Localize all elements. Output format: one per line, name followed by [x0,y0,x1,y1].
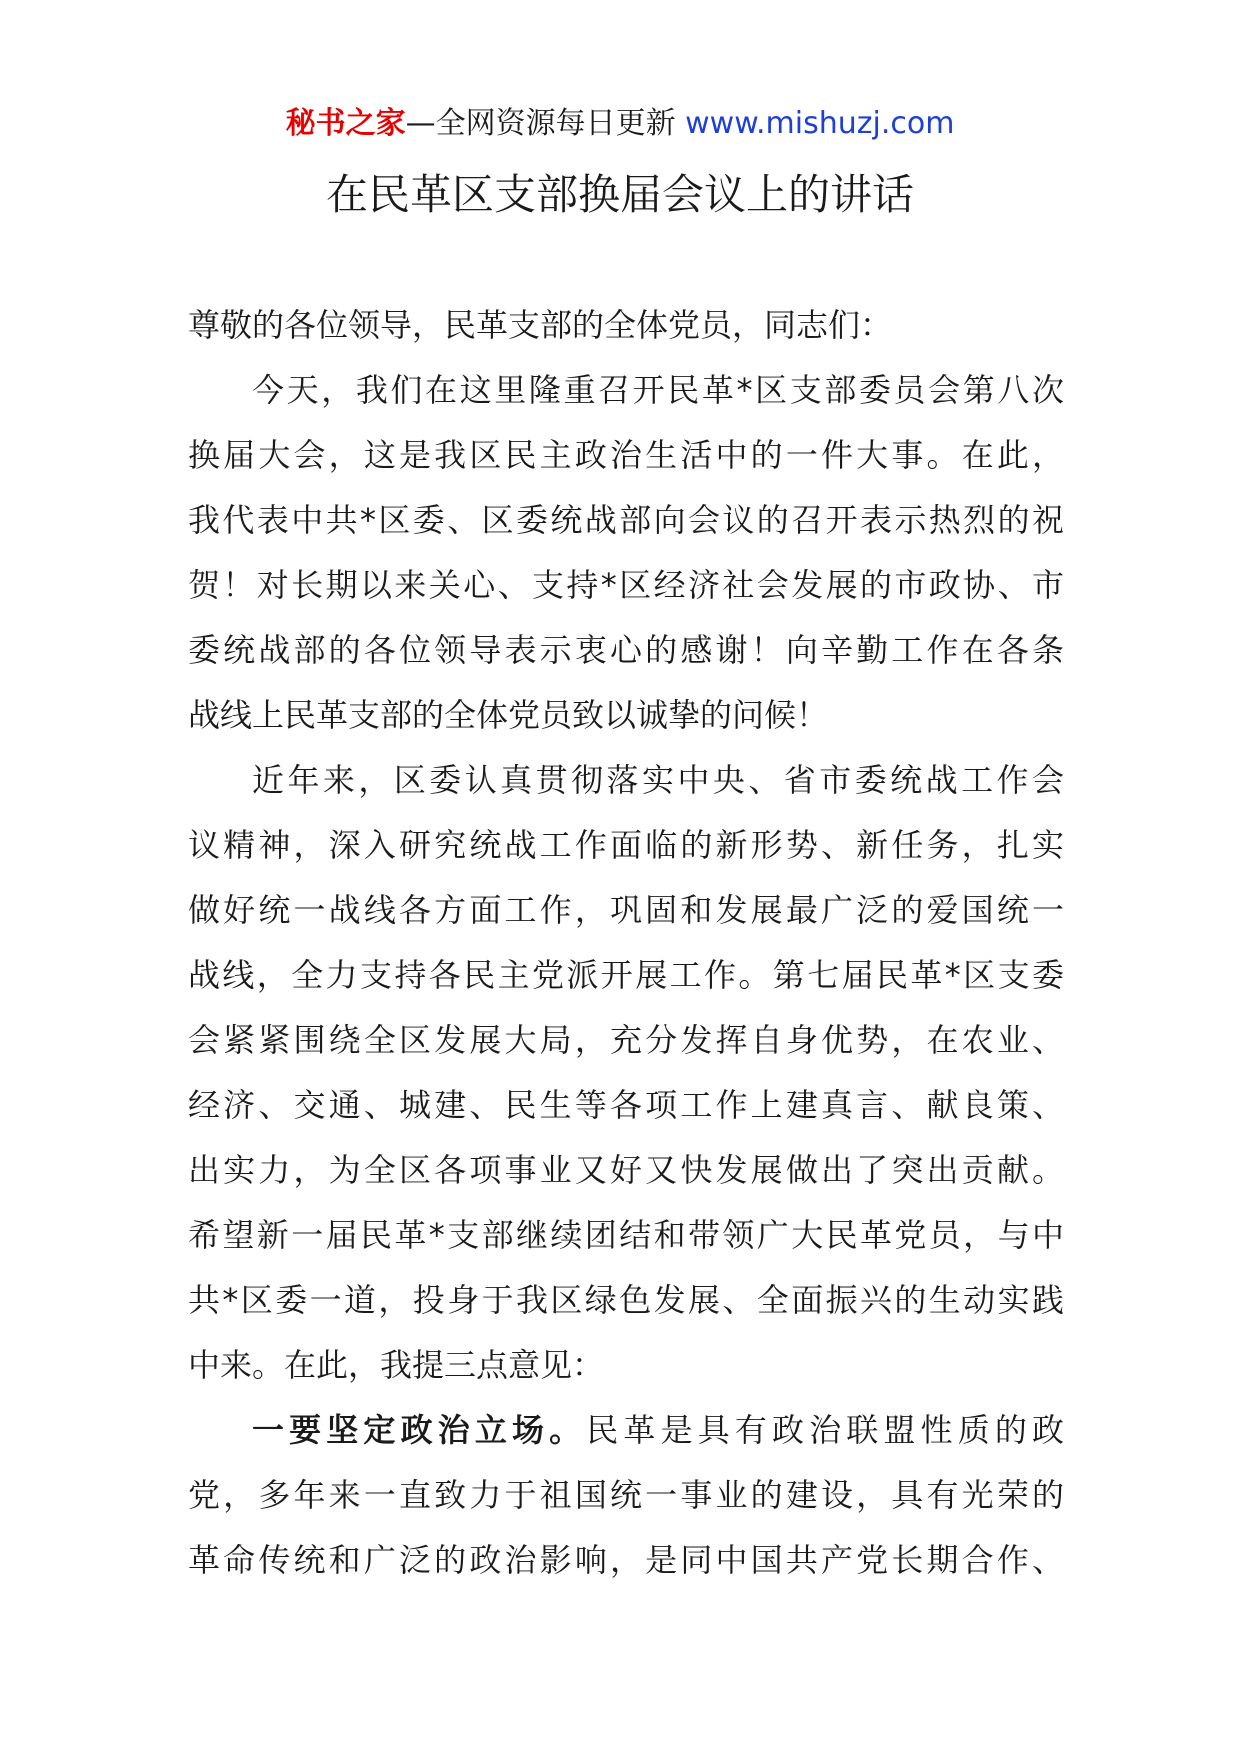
paragraph-2-line: 战线，全力支持各民主党派开展工作。第七届民革*区支委 [188,956,1064,994]
point-one-text: 民革是具有政治联盟性质的政 [586,1411,1064,1449]
paragraph-3-line: 党，多年来一直致力于祖国统一事业的建设，具有光荣的 [188,1476,1064,1514]
paragraph-1-line: 换届大会，这是我区民主政治生活中的一件大事。在此， [188,436,1064,474]
paragraph-1-line: 委统战部的各位领导表示衷心的感谢！向辛勤工作在各条 [188,631,1064,669]
paragraph-2-line: 做好统一战线各方面工作，巩固和发展最广泛的爱国统一 [188,891,1064,929]
site-header [0,104,1240,144]
site-url-link[interactable]: www.mishuzj.com [685,106,955,141]
paragraph-1-line: 我代表中共*区委、区委统战部向会议的召开表示热烈的祝 [188,501,1064,539]
paragraph-3-line: 革命传统和广泛的政治影响，是同中国共产党长期合作、 [188,1541,1064,1579]
point-one-heading: 一要坚定政治立场。 [252,1411,587,1449]
paragraph-2-line: 共*区委一道，投身于我区绿色发展、全面振兴的生动实践 [188,1281,1064,1319]
header-tagline: —全网资源每日更新 [405,106,686,141]
paragraph-2-line: 希望新一届民革*支部继续团结和带领广大民革党员，与中 [188,1216,1064,1254]
paragraph-1-line: 今天，我们在这里隆重召开民革*区支部委员会第八次 [252,371,1064,409]
paragraph-2-line: 中来。在此，我提三点意见： [188,1346,605,1384]
document-body [188,293,1064,1593]
brand-name: 秘书之家 [285,106,406,141]
paragraph-1-line: 战线上民革支部的全体党员致以诚挚的问候！ [188,696,829,734]
paragraph-1-line: 贺！对长期以来关心、支持*区经济社会发展的市政协、市 [188,566,1064,604]
paragraph-2-line: 经济、交通、城建、民生等各项工作上建真言、献良策、 [188,1086,1064,1124]
paragraph-2-line: 议精神，深入研究统战工作面临的新形势、新任务，扎实 [188,826,1064,864]
salutation-line: 尊敬的各位领导，民革支部的全体党员，同志们： [188,306,893,344]
paragraph-2-line: 会紧紧围绕全区发展大局，充分发挥自身优势，在农业、 [188,1021,1064,1059]
paragraph-2-line: 近年来，区委认真贯彻落实中央、省市委统战工作会 [252,761,1064,799]
document-title: 在民革区支部换届会议上的讲话 [325,170,914,219]
paragraph-3-first-line [188,1398,1064,1463]
paragraph-2-line: 出实力，为全区各项事业又好又快发展做出了突出贡献。 [188,1151,1064,1189]
